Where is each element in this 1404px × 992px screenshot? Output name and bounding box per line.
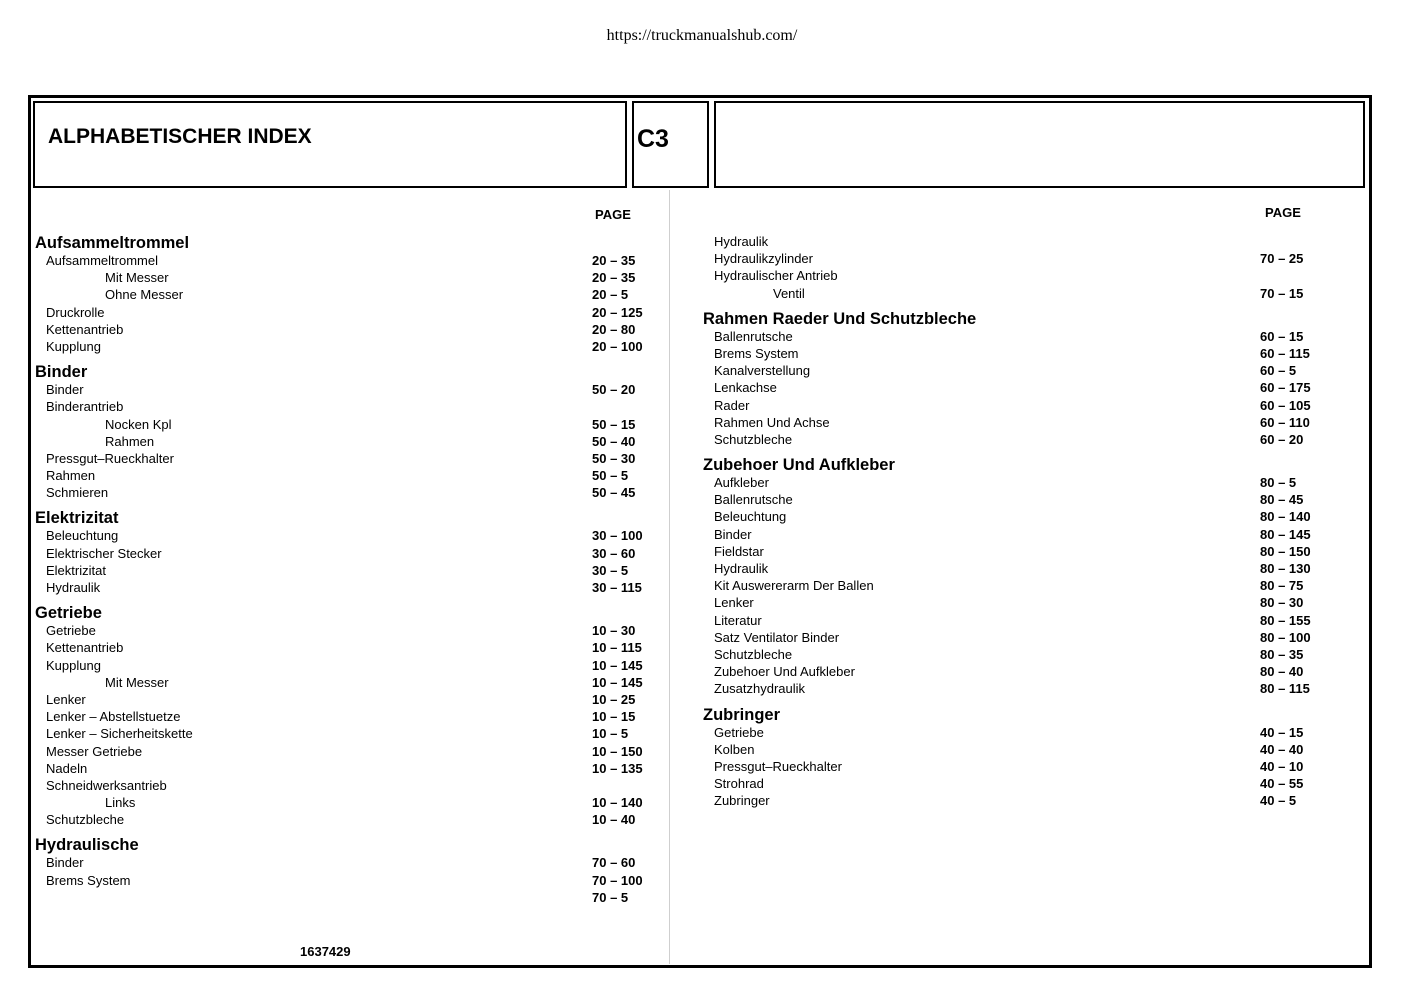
entry-label: Rahmen (46, 468, 96, 484)
entry-page-number: 10 – 140 (592, 795, 643, 811)
entry-page-number: 70 – 5 (592, 889, 629, 905)
index-entry (35, 545, 665, 562)
entry-label: Nadeln (46, 760, 88, 776)
entry-page-number: 20 – 100 (592, 338, 643, 354)
blank-header-box (714, 101, 1365, 188)
entry-label: Rader (714, 397, 750, 413)
index-section (35, 363, 665, 501)
entry-label: Aufkleber (714, 475, 769, 491)
index-entry (35, 691, 665, 708)
entry-page-number: 10 – 145 (592, 657, 643, 673)
page-column-header-left: PAGE (595, 207, 631, 222)
index-entry (703, 724, 1363, 741)
entry-label: Schmieren (46, 485, 109, 501)
entry-label: Nocken Kpl (105, 416, 172, 432)
entry-page-number: 50 – 20 (592, 382, 636, 398)
entry-label: Binder (46, 855, 84, 871)
entry-label: Mit Messer (105, 674, 169, 690)
index-entry (703, 577, 1363, 594)
entry-page-number: 10 – 135 (592, 760, 643, 776)
entry-label: Satz Ventilator Binder (714, 629, 840, 645)
entry-page-number: 20 – 35 (592, 253, 636, 268)
entry-page-number: 10 – 145 (592, 674, 643, 690)
index-entry (35, 889, 665, 906)
index-entry (703, 543, 1363, 560)
entry-label: Lenkachse (714, 380, 777, 396)
entry-label: Schutzbleche (714, 646, 793, 662)
entry-page-number: 40 – 10 (1260, 758, 1304, 774)
index-section (703, 233, 1363, 302)
entry-page-number: 60 – 115 (1260, 345, 1310, 361)
entry-page-number: 60 – 110 (1260, 414, 1310, 430)
entry-page-number: 80 – 145 (1260, 526, 1311, 542)
entry-label: Pressgut–Rueckhalter (714, 758, 842, 774)
entry-label: Kit Auswererarm Der Ballen (714, 578, 874, 594)
index-entry (703, 397, 1363, 414)
index-entry (35, 398, 665, 415)
index-entry (35, 579, 665, 596)
index-entry (35, 777, 665, 794)
entry-label: Kupplung (46, 338, 101, 354)
section-code: C3 (637, 125, 669, 153)
entry-page-number: 80 – 35 (1260, 646, 1304, 662)
page-column-header-right: PAGE (1265, 205, 1301, 220)
entry-page-number: 30 – 5 (592, 562, 629, 578)
entry-label: Elektrischer Stecker (46, 545, 162, 561)
entry-label: Brems System (46, 872, 131, 888)
entry-label: Beleuchtung (46, 528, 119, 544)
index-entry (35, 484, 665, 501)
entry-page-number: 30 – 115 (592, 580, 642, 595)
index-entry (703, 267, 1363, 284)
index-entry (35, 381, 665, 398)
entry-page-number: 80 – 40 (1260, 664, 1304, 680)
document-number: 1637429 (300, 944, 351, 959)
entry-page-number: 40 – 15 (1260, 724, 1304, 740)
index-entry (35, 657, 665, 674)
index-entry (35, 450, 665, 467)
index-entry (703, 491, 1363, 508)
entry-page-number: 50 – 45 (592, 485, 636, 501)
index-entry (703, 328, 1363, 345)
entry-page-number: 50 – 15 (592, 416, 636, 432)
entry-label: Binder (46, 382, 84, 398)
index-entry (35, 269, 665, 286)
entry-page-number: 80 – 155 (1260, 612, 1311, 628)
index-entry (35, 639, 665, 656)
entry-page-number: 30 – 100 (592, 528, 643, 544)
entry-label: Ballenrutsche (714, 492, 793, 508)
index-entry (703, 792, 1363, 809)
entry-page-number: 60 – 105 (1260, 397, 1311, 413)
entry-label: Schutzbleche (714, 431, 793, 447)
entry-label: Literatur (714, 612, 762, 628)
index-entry (703, 379, 1363, 396)
entry-page-number: 80 – 140 (1260, 509, 1311, 525)
entry-label: Hydraulikzylinder (714, 251, 813, 267)
index-entry (703, 431, 1363, 448)
index-entry (703, 508, 1363, 525)
section-heading: Elektrizitat (35, 509, 119, 528)
index-entry (35, 708, 665, 725)
entry-page-number: 80 – 150 (1260, 543, 1311, 559)
index-entry (35, 416, 665, 433)
index-entry (703, 758, 1363, 775)
entry-page-number: 70 – 60 (592, 855, 636, 871)
entry-page-number: 50 – 40 (592, 433, 636, 449)
entry-label: Kettenantrieb (46, 640, 124, 656)
index-entry (703, 526, 1363, 543)
entry-label: Hydraulik (714, 234, 769, 249)
index-entry (703, 612, 1363, 629)
entry-page-number: 60 – 20 (1260, 431, 1304, 447)
index-entry (703, 680, 1363, 697)
section-heading: Rahmen Raeder Und Schutzbleche (703, 309, 977, 328)
entry-label: Mit Messer (105, 270, 169, 286)
entry-page-number: 10 – 30 (592, 623, 636, 639)
index-entry (35, 811, 665, 828)
entry-label: Aufsammeltrommel (46, 253, 158, 268)
entry-label: Getriebe (714, 724, 764, 740)
index-entry (35, 794, 665, 811)
index-entry (35, 338, 665, 355)
entry-label: Lenker (714, 595, 754, 611)
index-section (703, 310, 1363, 448)
entry-page-number: 10 – 40 (592, 812, 636, 828)
section-heading: Zubehoer Und Aufkleber (703, 456, 895, 475)
entry-label: Lenker – Sicherheitskette (46, 726, 193, 742)
index-section (703, 456, 1363, 697)
entry-label: Pressgut–Rueckhalter (46, 450, 174, 466)
entry-label: Beleuchtung (714, 509, 787, 525)
index-section (703, 706, 1363, 810)
entry-page-number: 80 – 100 (1260, 629, 1311, 645)
index-entry (703, 474, 1363, 491)
entry-label: Binderantrieb (46, 399, 124, 415)
index-entry (703, 741, 1363, 758)
index-entry (703, 594, 1363, 611)
entry-page-number: 40 – 55 (1260, 776, 1304, 792)
entry-label: Lenker – Abstellstuetze (46, 709, 181, 725)
entry-label: Kettenantrieb (46, 321, 124, 337)
entry-page-number: 10 – 150 (592, 743, 643, 759)
index-entry (35, 433, 665, 450)
index-entry (703, 362, 1363, 379)
index-entry (703, 663, 1363, 680)
index-entry (703, 233, 1363, 250)
section-heading: Zubringer (703, 705, 780, 724)
section-heading: Aufsammeltrommel (35, 234, 190, 252)
entry-page-number: 80 – 115 (1260, 681, 1310, 697)
index-section (35, 604, 665, 828)
entry-label: Hydraulischer Antrieb (714, 268, 838, 284)
section-heading: Hydraulische (35, 836, 139, 855)
entry-page-number: 70 – 15 (1260, 285, 1304, 301)
entry-label: Zubehoer Und Aufkleber (714, 664, 855, 680)
entry-label: Hydraulik (46, 580, 101, 595)
index-section (35, 509, 665, 596)
entry-label: Rahmen (105, 433, 155, 449)
index-entry (703, 629, 1363, 646)
entry-page-number: 20 – 5 (592, 287, 629, 303)
entry-label: Ballenrutsche (714, 328, 793, 344)
entry-label: Strohrad (714, 776, 764, 792)
index-entry (35, 252, 665, 269)
entry-label: Hydraulik (714, 561, 769, 576)
entry-page-number: 50 – 30 (592, 450, 636, 466)
index-entry (703, 646, 1363, 663)
entry-label: Elektrizitat (46, 562, 106, 578)
index-entry (35, 674, 665, 691)
index-entry (35, 725, 665, 742)
entry-label: Schneidwerksantrieb (46, 777, 167, 793)
index-entry (35, 321, 665, 338)
section-heading: Getriebe (35, 604, 102, 623)
index-entry (35, 527, 665, 544)
source-url[interactable]: https://truckmanualshub.com/ (606, 27, 798, 44)
entry-page-number: 80 – 75 (1260, 578, 1304, 594)
entry-label: Zusatzhydraulik (714, 681, 806, 697)
entry-page-number: 10 – 5 (592, 726, 629, 742)
entry-label: Kolben (714, 741, 755, 757)
entry-page-number: 80 – 5 (1260, 475, 1297, 491)
index-entry (703, 285, 1363, 302)
index-entry (703, 250, 1363, 267)
index-entry (703, 775, 1363, 792)
index-column-right (703, 233, 1363, 809)
index-entry (35, 854, 665, 871)
index-entry (35, 760, 665, 777)
entry-page-number: 80 – 45 (1260, 492, 1304, 508)
entry-page-number: 30 – 60 (592, 545, 636, 561)
entry-label: Brems System (714, 345, 799, 361)
index-entry (35, 562, 665, 579)
entry-label: Messer Getriebe (46, 743, 143, 759)
index-entry (35, 622, 665, 639)
entry-label: Ohne Messer (105, 287, 184, 303)
entry-page-number: 80 – 130 (1260, 561, 1311, 576)
entry-label: Rahmen Und Achse (714, 414, 830, 430)
entry-label: Getriebe (46, 623, 96, 639)
page-title: ALPHABETISCHER INDEX (48, 125, 312, 148)
entry-label: Zubringer (714, 793, 770, 809)
entry-page-number: 10 – 25 (592, 691, 636, 707)
entry-page-number: 60 – 15 (1260, 328, 1304, 344)
entry-page-number: 80 – 30 (1260, 595, 1304, 611)
index-entry (35, 467, 665, 484)
index-entry (703, 414, 1363, 431)
entry-page-number: 40 – 40 (1260, 741, 1304, 757)
entry-label: Druckrolle (46, 304, 105, 320)
entry-label: Schutzbleche (46, 812, 125, 828)
entry-label: Binder (714, 526, 752, 542)
entry-page-number: 10 – 115 (592, 640, 642, 656)
entry-page-number: 70 – 25 (1260, 251, 1304, 267)
index-section (35, 836, 665, 906)
entry-page-number: 10 – 15 (592, 709, 636, 725)
entry-page-number: 60 – 5 (1260, 363, 1297, 379)
entry-page-number: 60 – 175 (1260, 380, 1311, 396)
index-entry (35, 304, 665, 321)
entry-page-number: 20 – 125 (592, 304, 643, 320)
entry-label: Kupplung (46, 657, 101, 673)
entry-label: Fieldstar (714, 543, 764, 559)
index-column-left (35, 234, 665, 906)
entry-page-number: 50 – 5 (592, 468, 629, 484)
index-entry (35, 872, 665, 889)
column-divider (669, 190, 670, 964)
index-entry (703, 560, 1363, 577)
entry-page-number: 20 – 35 (592, 270, 636, 286)
entry-page-number: 20 – 80 (592, 321, 636, 337)
entry-label: Kanalverstellung (714, 363, 811, 379)
entry-label: Lenker (46, 691, 86, 707)
index-entry (35, 286, 665, 303)
entry-label: Links (105, 795, 136, 811)
index-entry (35, 743, 665, 760)
entry-page-number: 70 – 100 (592, 872, 643, 888)
entry-page-number: 40 – 5 (1260, 793, 1297, 809)
index-section (35, 234, 665, 355)
entry-label: Ventil (773, 285, 805, 301)
section-heading: Binder (35, 363, 88, 382)
index-entry (703, 345, 1363, 362)
